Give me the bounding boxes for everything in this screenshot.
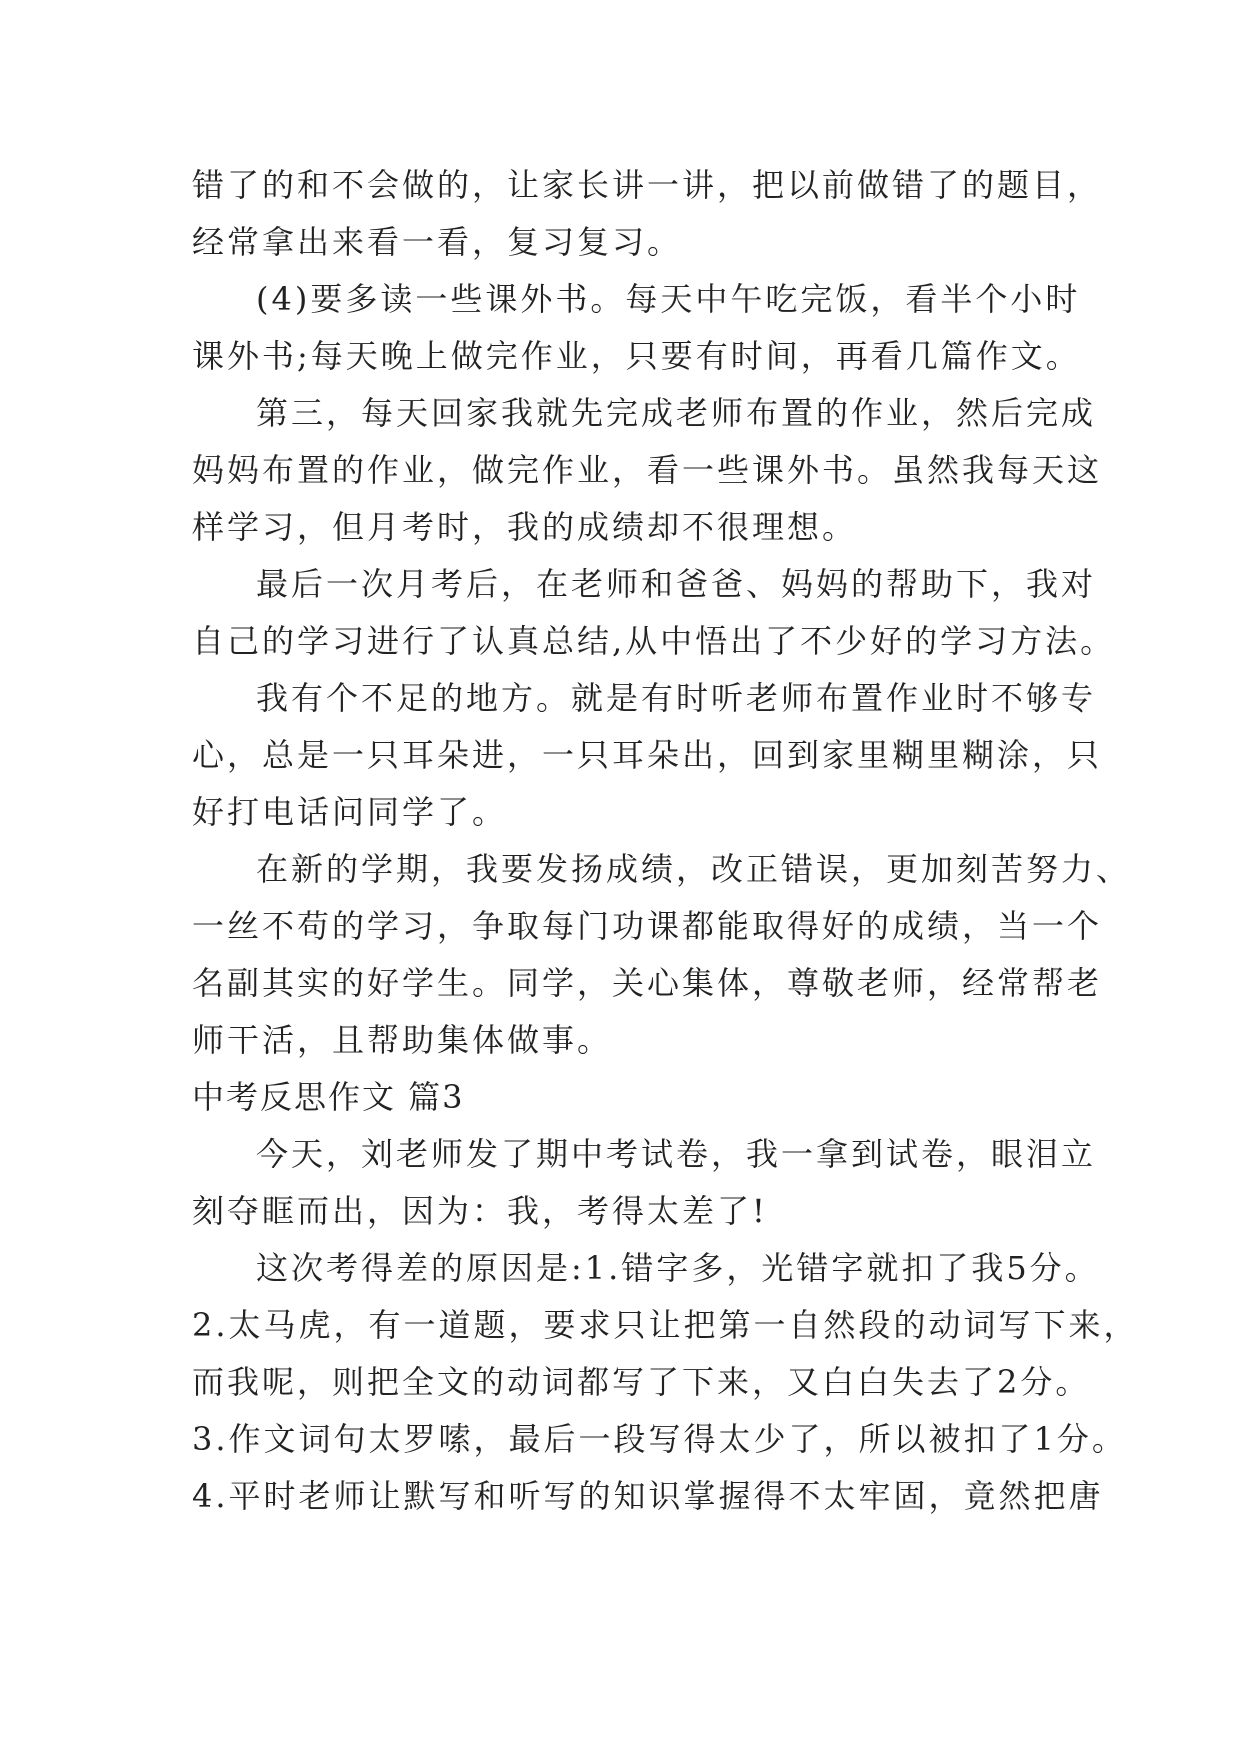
text-line: (4)要多读一些课外书。每天中午吃完饭，看半个小时 bbox=[256, 280, 1081, 318]
text-line: 样学习，但月考时，我的成绩却不很理想。 bbox=[192, 508, 858, 546]
text-line: 错了的和不会做的，让家长讲一讲，把以前做错了的题目， bbox=[192, 166, 1103, 204]
section-heading: 中考反思作文 篇3 bbox=[192, 1078, 465, 1116]
text-line: 最后一次月考后，在老师和爸爸、妈妈的帮助下，我对 bbox=[256, 565, 1097, 603]
text-line: 在新的学期，我要发扬成绩，改正错误，更加刻苦努力、 bbox=[256, 850, 1132, 888]
text-line: 这次考得差的原因是:1.错字多，光错字就扣了我5分。 bbox=[256, 1249, 1100, 1287]
text-line: 3.作文词句太罗嗦，最后一段写得太少了，所以被扣了1分。 bbox=[192, 1420, 1127, 1458]
text-line: 心，总是一只耳朵进，一只耳朵出，回到家里糊里糊涂，只 bbox=[192, 736, 1103, 774]
text-line: 经常拿出来看一看，复习复习。 bbox=[192, 223, 683, 261]
text-line: 好打电话问同学了。 bbox=[192, 793, 508, 831]
text-line: 第三，每天回家我就先完成老师布置的作业，然后完成 bbox=[256, 394, 1097, 432]
text-line: 刻夺眶而出，因为：我，考得太差了! bbox=[192, 1192, 768, 1230]
text-line: 妈妈布置的作业，做完作业，看一些课外书。虽然我每天这 bbox=[192, 451, 1103, 489]
text-line: 名副其实的好学生。同学，关心集体，尊敬老师，经常帮老 bbox=[192, 964, 1103, 1002]
text-line: 今天，刘老师发了期中考试卷，我一拿到试卷，眼泪立 bbox=[256, 1135, 1097, 1173]
text-line: 自己的学习进行了认真总结,从中悟出了不少好的学习方法。 bbox=[192, 622, 1116, 660]
text-line: 我有个不足的地方。就是有时听老师布置作业时不够专 bbox=[256, 679, 1097, 717]
text-line: 4.平时老师让默写和听写的知识掌握得不太牢固，竟然把唐 bbox=[192, 1477, 1104, 1515]
text-line: 师干活，且帮助集体做事。 bbox=[192, 1021, 613, 1059]
text-line: 而我呢，则把全文的动词都写了下来，又白白失去了2分。 bbox=[192, 1363, 1091, 1401]
text-line: 课外书;每天晚上做完作业，只要有时间，再看几篇作文。 bbox=[192, 337, 1081, 375]
text-line: 2.太马虎，有一道题，要求只让把第一自然段的动词写下来， bbox=[192, 1306, 1139, 1344]
text-line: 一丝不苟的学习，争取每门功课都能取得好的成绩，当一个 bbox=[192, 907, 1103, 945]
